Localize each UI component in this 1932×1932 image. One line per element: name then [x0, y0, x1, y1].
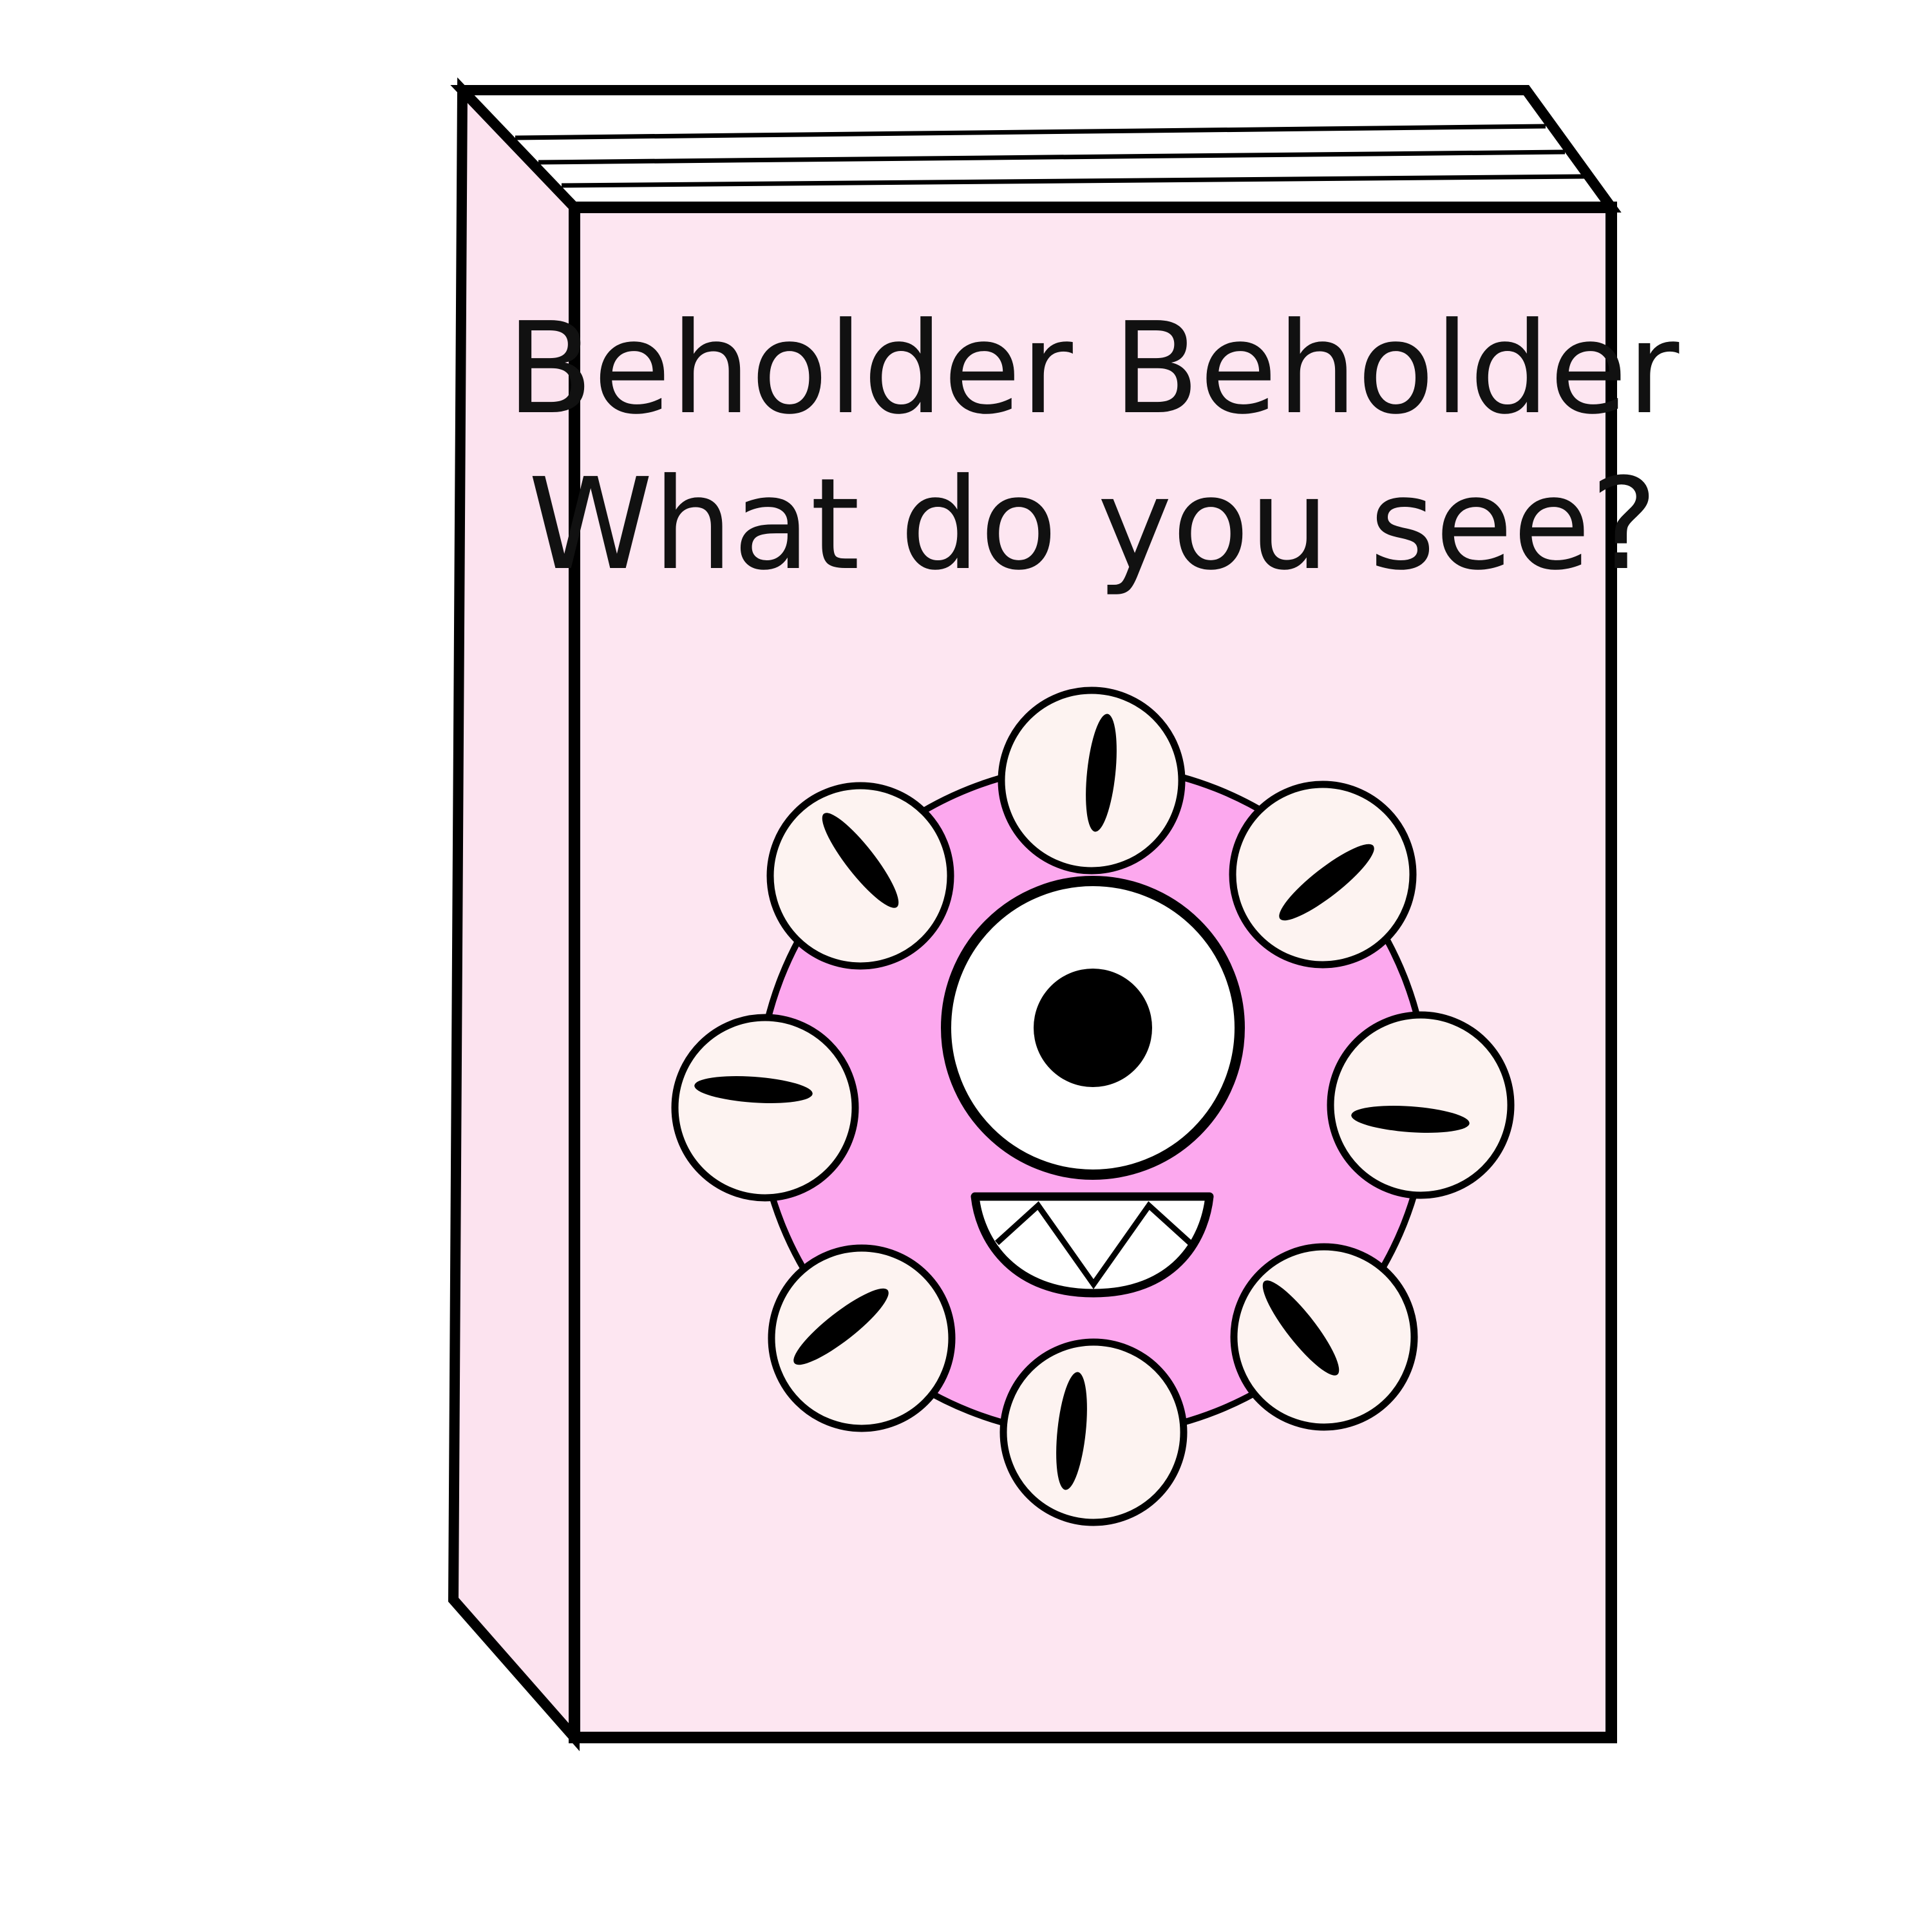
eyestalk-bottom: [1003, 1342, 1184, 1522]
book-pages-top: [462, 90, 1611, 207]
eyestalk-top-right: [1233, 784, 1413, 965]
beholder-figure: [675, 690, 1511, 1522]
central-pupil: [1034, 969, 1152, 1087]
eyestalk-left: [675, 1018, 855, 1198]
eyestalk-top: [1001, 690, 1182, 871]
eyestalk-top-left: [770, 786, 951, 966]
eyestalk-bottom-left: [772, 1248, 952, 1428]
title-line-2: What do you see?: [528, 451, 1658, 598]
eyestalk-right: [1331, 1015, 1511, 1195]
title-line-1: Beholder Beholder: [506, 296, 1680, 442]
eyestalk-bottom-right: [1234, 1247, 1414, 1427]
central-eye: [946, 881, 1240, 1175]
